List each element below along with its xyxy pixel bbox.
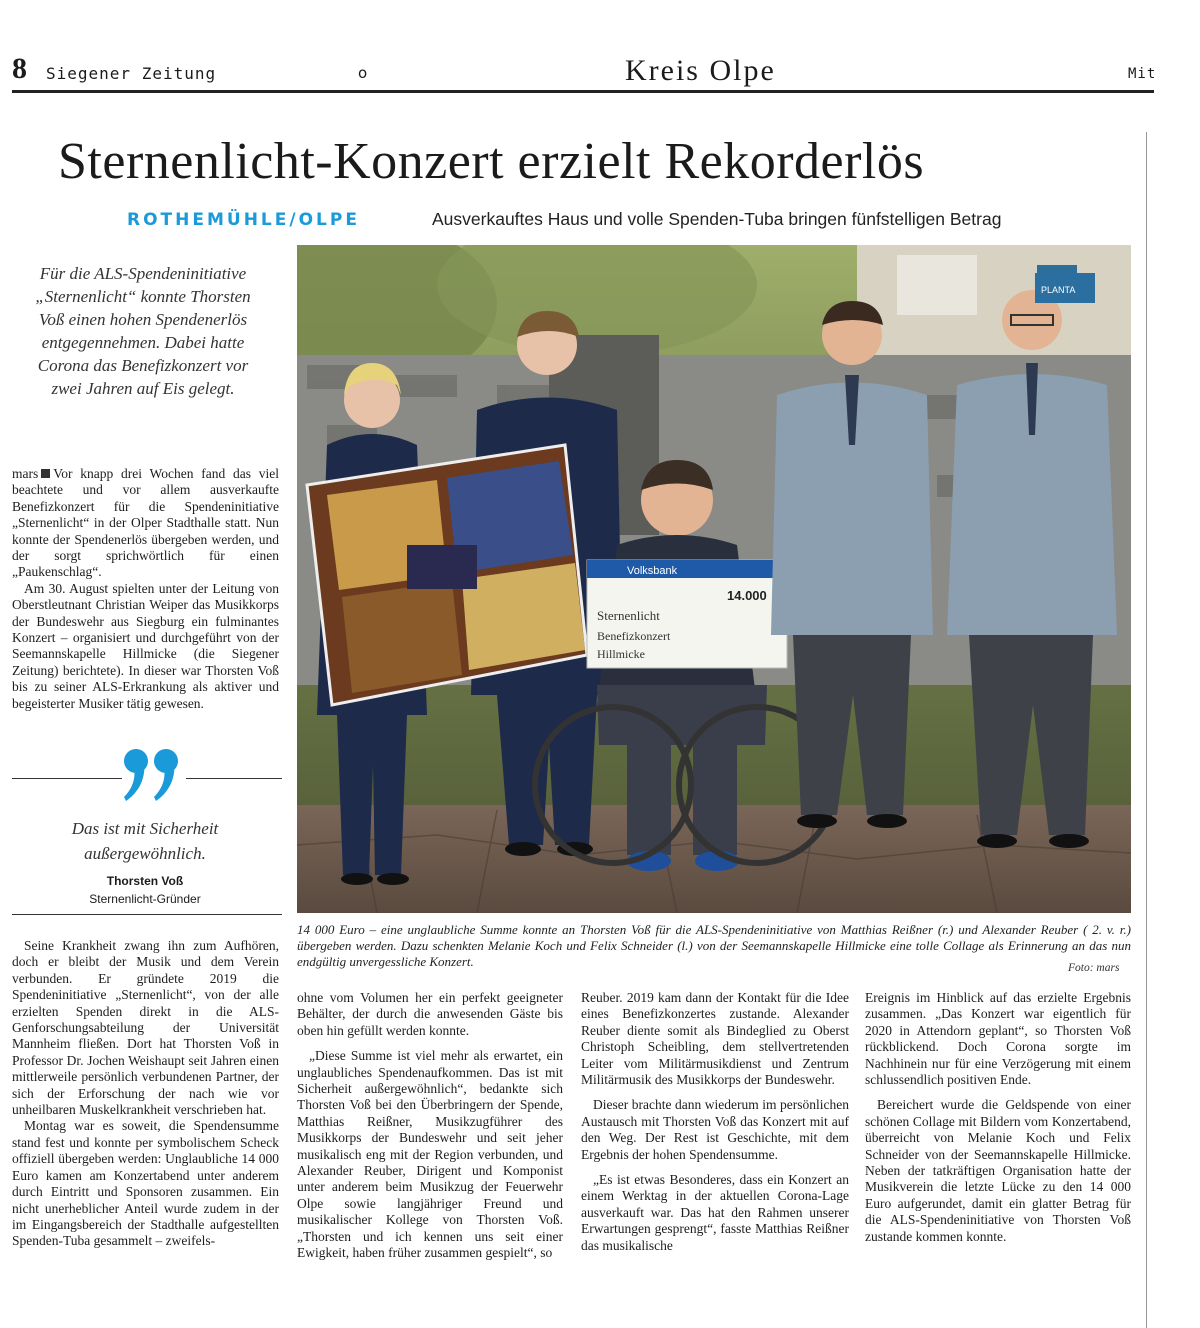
check-bank: Volksbank [627, 565, 678, 577]
quote-rule-bottom [12, 914, 282, 915]
column-divider [1146, 132, 1147, 1328]
check-line2: Benefizkonzert [597, 629, 671, 643]
circle-mark: o [358, 64, 368, 82]
check-line1: Sternenlicht [597, 608, 660, 623]
newspaper-name: Siegener Zeitung [46, 64, 217, 83]
paragraph: Dieser brachte dann wiederum im persönlichen Austausch mit Thorsten Voß das Konzert mit auf den Weg. Der Rest ist Geschichte, mit dem Ergebnis der hohen Spendensumme. [581, 1097, 849, 1162]
column-1 [12, 938, 279, 1250]
quote-author-role: Sternenlicht-Gründer [89, 892, 201, 906]
paragraph-lead [12, 466, 279, 581]
subheadline: Ausverkauftes Haus und volle Spenden-Tuba bringen fünfstelligen Betrag [432, 209, 1002, 229]
headline: Sternenlicht-Konzert erzielt Rekorderlös [58, 133, 925, 190]
column-3 [581, 990, 849, 1254]
header-rule [12, 90, 1154, 93]
column-2 [297, 990, 563, 1262]
square-marker [41, 469, 50, 478]
paragraph: Seine Krankheit zwang ihn zum Aufhören, doch er bleibt der Musik und dem Verein verbunden. Er gründete 2019 die Spendeninitiative „Sternenlicht“, von der alle erzielten Spenden direkt in die ALS-Genforschungsabteilung der Universität Mannheim fließen. Dort hat Thorsten Voß in Professor Dr. Jochen Weishaupt seit Jahren einen mittlerweile persönlich verbundenen Partner, der sich der Erforschung der nach wie vor unheilbaren Muskelkrankheit verschrieben hat. [12, 938, 279, 1118]
quote-mark-icon [122, 745, 186, 805]
left-column-top [12, 466, 279, 712]
author-tag: mars [12, 466, 39, 481]
intro-teaser: Für die ALS-Spendeninitiative „Sternenlicht“ konnte Thorsten Voß einen hohen Spendenerlös entgegennehmen. Dabei hatte Corona das Benefizkonzert vor zwei Jahren auf Eis gelegt. [35, 264, 251, 398]
article-photo [297, 245, 1131, 913]
cut-off-text: Mit [1128, 66, 1157, 82]
paragraph: Bereichert wurde die Geldspende von einer schönen Collage mit Bildern vom Konzertabend, überreicht von Melanie Koch und Felix Schneider von der Seemannskapelle Hillmicke. Neben der tatkräftigen Organisation hatte der Musikverein die letzte Lücke zu den 14 000 Euro aufgerundet, damit ein glatter Betrag für die ALS-Spendeninitiative von Thorsten Voß zustande kommen konnte. [865, 1097, 1131, 1244]
photo-credit: Foto: mars [1068, 962, 1120, 974]
paragraph: „Diese Summe ist viel mehr als erwartet, ein unglaubliches Spendenaufkommen. Das ist mit Sicherheit außergewöhnlich“, bedankte sich Thorsten Voß bei den Überbringern der Spende, Matthias Reißner, Musikzugführer des Musikkorps der Bundeswehr und seit jeher musikalisch eng mit der Region verbunden, und Alexander Reuber, Dirigent und Komponist unter anderem beim Musikzug der Feuerwehr Olpe sowie langjähriger Freund und musikalischer Kollege von Thorsten Voß. „Thorsten und ich kennen uns seit einer Ewigkeit, haben früher zusammen gespielt“, so [297, 1048, 563, 1261]
quote-author: Thorsten Voß [106, 874, 184, 888]
page-number: 8 [12, 52, 27, 85]
donation-check [587, 560, 787, 668]
check-amount: 14.000 [727, 588, 767, 603]
paragraph: Montag war es soweit, die Spendensumme stand fest und konnte per symbolischem Scheck offiziell übergeben werden: Unglaubliche 14 000 Euro kamen am Konzertabend unter anderem durch Eintritt und Sponsoren zusammen. Ein nicht unerheblicher Anteil wurde zudem in der im Eingangsbereich der Stadthalle aufgestellten Spenden-Tuba gesammelt – zweifels- [12, 1118, 279, 1249]
paragraph: Ereignis im Hinblick auf das erzielte Ergebnis zusammen. „Das Konzert war eigentlich für 2020 in Attendorn geplant“, so Thorsten Voß rückblickend. Doch Corona sorgte im Nachhinein nur für eine Verzögerung mit einem schlussendlich positiven Ende. [865, 990, 1131, 1088]
section-title: Kreis Olpe [625, 54, 776, 87]
pull-quote: Das ist mit Sicherheit außergewöhnlich. [71, 819, 219, 863]
paragraph: „Es ist etwas Besonderes, dass ein Konzert an einem Werktag in der aktuellen Corona-Lage ausverkauft war. Das hat den Rahmen unserer Erwartungen gesprengt“, fasste Matthias Reißner das musikalische [581, 1172, 849, 1253]
photo-caption: 14 000 Euro – eine unglaubliche Summe konnte an Thorsten Voß für die ALS-Spendeninitiative von Matthias Reißner (r.) und Alexander Reuber ( 2. v. r.) übergeben werden. Dazu schenkten Melanie Koch und Felix Schneider (l.) von der Seemannskapelle Hillmicke eine tolle Collage als Erinnerung an das nun endgültig unvergessliche Konzert. [297, 922, 1131, 969]
paragraph: ohne vom Volumen her ein perfekt geeigneter Behälter, der durch die anwesenden Gäste bis oben hin gefüllt werden konnte. [297, 990, 563, 1038]
check-line3: Hillmicke [597, 647, 645, 661]
kicker: ROTHEMÜHLE/OLPE [127, 210, 360, 230]
lead-text: Vor knapp drei Wochen fand das viel beachtete und vor allem ausverkaufte Benefizkonzert für die Spendeninitiative „Sternenlicht“ in der Olper Stadthalle statt. Nun konnte der Spendenerlös übergeben werden, und der sorgt sprichwörtlich für einen „Paukenschlag“. [12, 466, 279, 580]
paragraph: Reuber. 2019 kam dann der Kontakt für die Idee eines Benefizkonzertes zustande. Alexander Reuber diente somit als Bindeglied zu Oberst Christoph Scheibling, dem stellvertretenden Leiter vom Militärmusikdienst und Zentrum Militärmusik des Musikkorps der Bundeswehr. [581, 990, 849, 1088]
paragraph: Am 30. August spielten unter der Leitung von Oberstleutnant Christian Weiper das Musikkorps der Bundeswehr aus Siegburg ein fulminantes Konzert – organisiert und durchgeführt von der Seemannskapelle Hillmicke (die Siegener Zeitung) berichtete). In dieser war Thorsten Voß bis zu seiner ALS-Erkrankung als aktiver und begeisterter Musiker tätig gewesen. [12, 580, 279, 711]
patch-text: PLANTA [1041, 285, 1076, 295]
column-4 [865, 990, 1131, 1245]
